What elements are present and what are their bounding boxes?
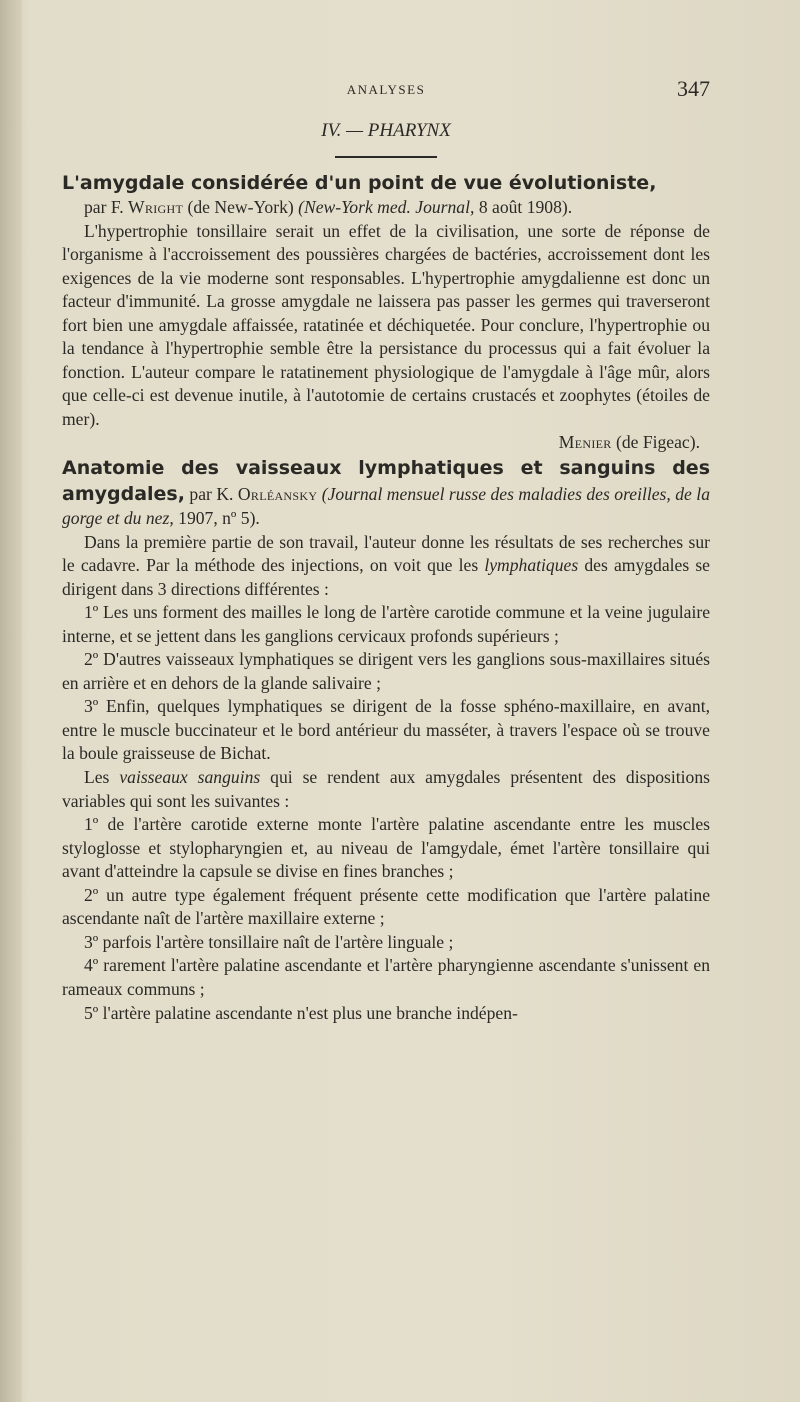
section-rule	[335, 156, 437, 158]
article-text	[62, 170, 710, 1025]
article-2-paragraph-5: Les vaisseaux sanguins qui se rendent aux amygdales présentent des dispositions variables qui sont les suivantes :	[62, 767, 710, 811]
article-1-signature: Menier (de Figeac).	[558, 432, 700, 453]
page-number: 347	[677, 76, 710, 101]
article-2-paragraph-7: 2º un autre type également fréquent présente cette modification que l'artère palatine ascendante naît de l'artère maxillaire externe ;	[62, 884, 710, 929]
article-1-author: Wright	[128, 197, 184, 217]
article-2-author: Orléansky	[237, 484, 318, 505]
section-title: IV. — PHARYNX	[321, 120, 451, 141]
article-2-paragraph-3: 2º D'autres vaisseaux lymphatiques se dirigent vers les ganglions sous-maxillaires situés en arrière et en dehors de la glande salivaire ;	[62, 649, 710, 693]
article-2-title: Anatomie des vaisseaux lymphatiques et sanguins des amygdales,	[62, 457, 710, 506]
article-2-paragraph-9: 4º rarement l'artère palatine ascendante et l'artère pharyngienne ascendante s'unissent en rameaux communs ;	[62, 955, 710, 999]
article-2-heading: Anatomie des vaisseaux lymphatiques et sanguins des amygdales, par K. Orléansky (Journal mensuel russe des maladies des oreilles, de la gorge et du nez, 1907, nº 5).	[62, 457, 710, 529]
article-2-paragraph-1: Dans la première partie de son travail, l'auteur donne les résultats de ses recherches sur le cadavre. Par la méthode des injections, on voit que les lymphatiques des amygdales se dirigent dans 3 directions différentes :	[62, 531, 710, 599]
running-title: ANALYSES	[346, 82, 426, 97]
article-1-heading	[62, 170, 710, 220]
article-2-paragraph-2: 1º Les uns forment des mailles le long de l'artère carotide commune et la veine jugulaire interne, et se jettent dans les ganglions cervicaux profonds supérieurs ;	[62, 602, 710, 646]
article-2-paragraph-8: 3º parfois l'artère tonsillaire naît de l'artère linguale ;	[84, 931, 454, 952]
article-1-byline: par F. Wright (de New-York) (New-York med. Journal, 8 août 1908).	[84, 197, 573, 217]
article-2-journal: (Journal mensuel russe des maladies des oreilles, de la gorge et du nez,	[62, 484, 710, 529]
page-binding-edge	[0, 0, 22, 1402]
article-2-paragraph-10: 5º l'artère palatine ascendante n'est plus une branche indépen-	[84, 1002, 518, 1023]
article-1-date: 8 août 1908).	[478, 197, 573, 217]
article-2-paragraph-4: 3º Enfin, quelques lymphatiques se dirigent de la fosse sphéno-maxillaire, en avant, entre le muscle buccinateur et le bord antérieur du masséter, à travers l'espace où se trouve la boule graisseuse de Bichat.	[62, 696, 710, 764]
article-1-body: L'hypertrophie tonsillaire serait un effet de la civilisation, une sorte de réponse de l'organisme à l'accroissement des poussières chargées de bactéries, accroissement dont les exigences de la vie moderne sont responsables. L'hypertrophie amygdalienne est donc un facteur d'immunité. La grosse amygdale ne laissera pas passer les germes qui traverseront fort bien une amygdale affaissée, ratatinée et déchiquetée. Pour conclure, l'hypertrophie ou la tendance à l'hypertrophie semble être la persistance du processus qui a fait évoluer la fonction. L'auteur compare le ratatinement physiologique de l'amygdale à l'âge mûr, alors que celle-ci est devenue inutile, à l'autotomie de certains crustacés et zoophytes (étoiles de mer).	[62, 220, 710, 429]
article-2-paragraph-6: 1º de l'artère carotide externe monte l'artère palatine ascendante entre les muscles styloglosse et stylopharyngien et, au niveau de l'amgydale, émet l'artère tonsillaire qui avant d'atteindre la capsule se divise en fines branches ;	[62, 814, 710, 882]
article-1-title: L'amygdale considérée d'un point de vue évolutioniste,	[62, 172, 657, 194]
article-1-journal: (New-York med. Journal,	[298, 197, 475, 217]
article-2-date: 1907, nº 5).	[178, 508, 260, 529]
page-header	[62, 76, 710, 104]
